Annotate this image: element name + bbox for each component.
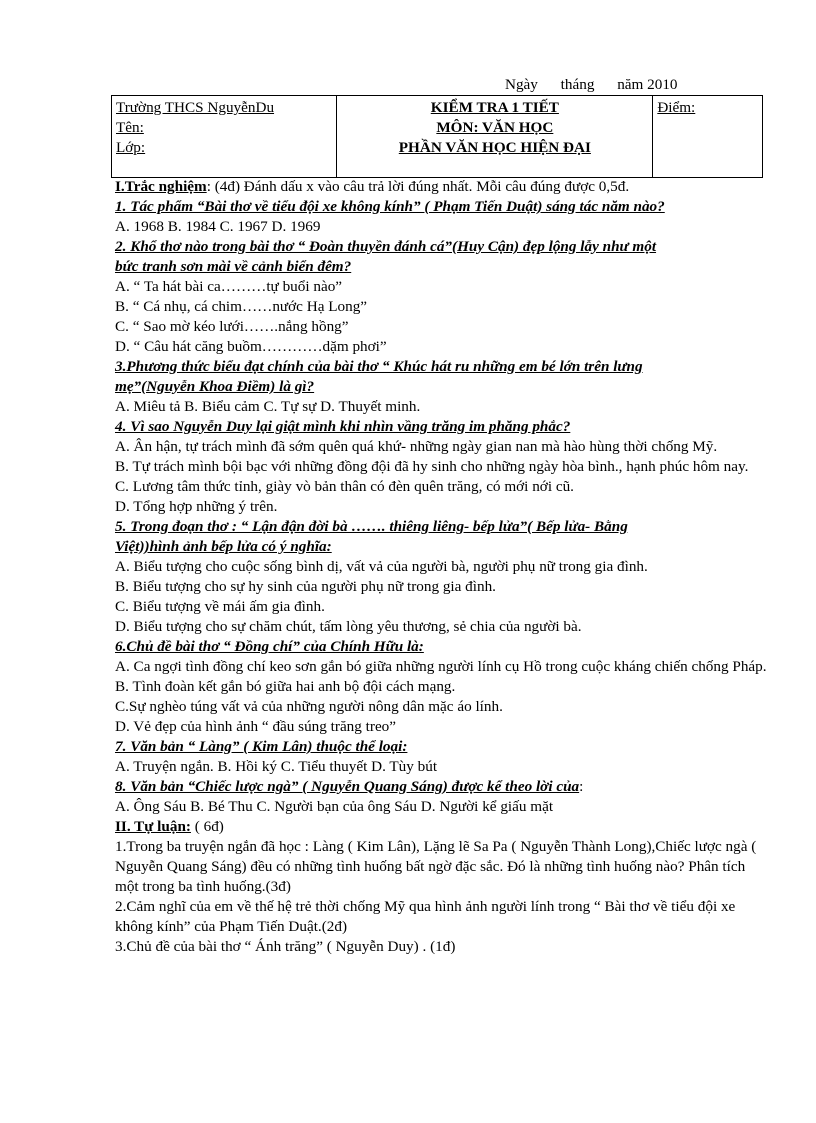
question-8: 8. Văn bản “Chiếc lược ngà” ( Nguyễn Quang Sáng) được kể theo lời của [115,778,580,795]
school-name: Trường THCS NguyễnDu [116,99,275,116]
question-7-options: A. Truyện ngắn. B. Hồi ký C. Tiểu thuyết D. Tùy bút [115,758,438,775]
question-6-option-b: B. Tình đoàn kết gắn bó giữa hai anh bộ đội cách mạng. [115,678,456,695]
question-3-line1: 3.Phương thức biểu đạt chính của bài thơ “ Khúc hát ru những em bé lớn trên lưng [115,358,643,375]
essay-item-2: 2.Cảm nghĩ của em về thế hệ trẻ thời chống Mỹ qua hình ảnh người lính trong “ Bài thơ về tiểu đội xe không kính” của Phạm Tiến Duật.(2đ) [115,898,736,935]
name-label: Tên: [116,119,144,136]
exam-section: PHẦN VĂN HỌC HIỆN ĐẠI [398,139,591,156]
question-1: 1. Tác phẩm “Bài thơ về tiểu đội xe không kính” ( Phạm Tiến Duật) sáng tác năm nào? [115,198,665,215]
question-3-line2: mẹ”(Nguyễn Khoa Điềm) là gì? [115,378,315,395]
question-4-option-b: B. Tự trách mình bội bạc với những đồng đội đã hy sinh cho những ngày hòa bình., hạnh phúc hôm nay. [115,458,749,475]
question-2-option-d: D. “ Câu hát căng buồm…………dặm phơi” [115,338,387,355]
part2-points: ( 6đ) [190,818,224,835]
question-2-option-c: C. “ Sao mờ kéo lưới…….nắng hồng” [115,318,349,335]
part2-header [115,817,770,837]
question-6: 6.Chủ đề bài thơ “ Đồng chí” của Chính Hữu là: [115,638,424,655]
part1-header [115,177,770,197]
exam-content [115,177,770,957]
score-cell [653,96,763,178]
exam-header-table [111,95,763,178]
question-5-option-a: A. Biểu tượng cho cuộc sống bình dị, vất vả của người bà, người phụ nữ trong gia đình. [115,558,648,575]
student-info-cell [112,96,337,178]
question-8-colon: : [579,778,584,795]
part1-instructions: : (4đ) Đánh dấu x vào câu trả lời đúng nhất. Mỗi câu đúng được 0,5đ. [206,178,630,195]
class-label: Lớp: [116,139,146,156]
question-6-option-c: C.Sự nghèo túng vất vả của những người nông dân mặc áo lính. [115,698,503,715]
part1-heading: I.Trắc nghiệm [115,178,207,195]
question-4: 4. Vì sao Nguyễn Duy lại giật mình khi nhìn vầng trăng im phăng phắc? [115,418,571,435]
question-2-option-a: A. “ Ta hát bài ca………tự buổi nào” [115,278,343,295]
question-5-option-d: D. Biểu tượng cho sự chăm chút, tấm lòng yêu thương, sẻ chia của người bà. [115,618,582,635]
question-4-option-c: C. Lương tâm thức tỉnh, giày vò bản thân có đèn quên trăng, có mới nới cũ. [115,478,574,495]
question-5-line2: Việt))hình ảnh bếp lửa có ý nghĩa: [115,538,332,555]
question-7: 7. Văn bản “ Làng” ( Kim Lân) thuộc thể loại: [115,738,408,755]
question-6-option-a: A. Ca ngợi tình đồng chí keo sơn gắn bó giữa những người lính cụ Hồ trong cuộc kháng chiến chống Pháp. [115,658,767,675]
question-5-option-c: C. Biểu tượng về mái ấm gia đình. [115,598,325,615]
question-2-line1: 2. Khổ thơ nào trong bài thơ “ Đoàn thuyền đánh cá”(Huy Cận) đẹp lộng lẫy như một [115,238,657,255]
exam-title: KIỂM TRA 1 TIẾT [430,99,559,116]
exam-subject: MÔN: VĂN HỌC [436,119,554,136]
question-4-option-a: A. Ân hận, tự trách mình đã sớm quên quá khứ- những ngày gian nan mà hào hùng thời chống Mỹ. [115,438,718,455]
question-2-option-b: B. “ Cá nhụ, cá chim……nước Hạ Long” [115,298,368,315]
question-5-option-b: B. Biểu tượng cho sự hy sinh của người phụ nữ trong gia đình. [115,578,496,595]
score-label: Điểm: [657,99,696,116]
essay-item-3: 3.Chủ đề của bài thơ “ Ánh trăng” ( Nguyễn Duy) . (1đ) [115,938,456,955]
question-3-options: A. Miêu tả B. Biểu cảm C. Tự sự D. Thuyết minh. [115,398,421,415]
question-5-line1: 5. Trong đoạn thơ : “ Lận đận đời bà ……. thiêng liêng- bếp lửa”( Bếp lửa- Bằng [115,518,628,535]
exam-title-cell [337,96,653,178]
question-8-options: A. Ông Sáu B. Bé Thu C. Người bạn của ông Sáu D. Người kể giấu mặt [115,798,554,815]
question-4-option-d: D. Tổng hợp những ý trên. [115,498,278,515]
part2-heading: II. Tự luận: [115,818,191,835]
question-2-line2: bức tranh sơn mài về cảnh biển đêm? [115,258,352,275]
date-line: Ngày tháng năm 2010 [505,76,678,93]
question-1-options: A. 1968 B. 1984 C. 1967 D. 1969 [115,218,321,235]
question-8-line [115,777,770,797]
question-6-option-d: D. Vẻ đẹp của hình ảnh “ đầu súng trăng treo” [115,718,397,735]
essay-item-1: 1.Trong ba truyện ngắn đã học : Làng ( Kim Lân), Lặng lẽ Sa Pa ( Nguyễn Thành Long),Chiếc lược ngà ( Nguyễn Quang Sáng) đều có những tình huống bất ngờ đặc sắc. Đó là những tình huống nào? Phân tích một trong ba tình huống.(3đ) [115,838,757,895]
